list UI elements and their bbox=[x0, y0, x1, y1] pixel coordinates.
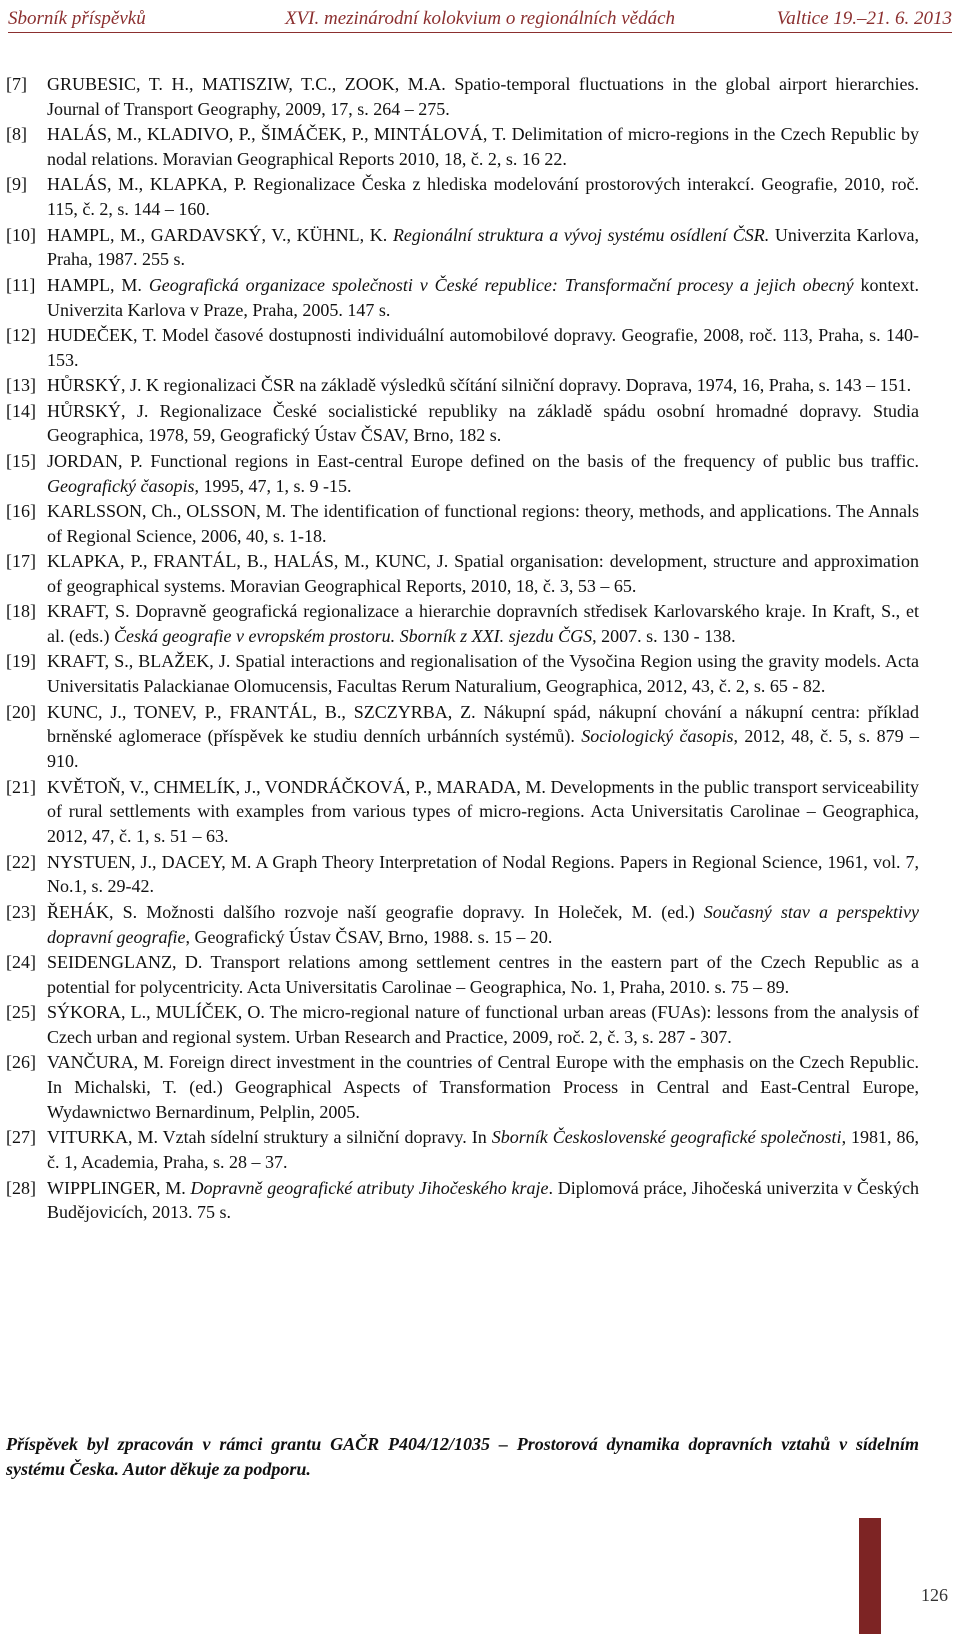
reference-italic-text: Dopravně geografické atributy Jihočeského kraje bbox=[190, 1177, 549, 1198]
reference-text: HŮRSKÝ, J. K regionalizaci ČSR na základě výsledků sčítání silniční dopravy. Doprava, 1974, 16, Praha, s. 143 – 151. bbox=[47, 375, 912, 396]
reference-text: HALÁS, M., KLAPKA, P. Regionalizace Česka z hlediska modelování prostorových interakcí. Geografie, 2010, roč. 115, č. 2, s. 144 – 160. bbox=[47, 174, 919, 220]
page-accent-bar bbox=[859, 1518, 881, 1634]
reference-number: [20] bbox=[6, 701, 36, 722]
reference-text: Univerzita Karlova, Praha, 1987. 255 s. bbox=[47, 224, 920, 270]
reference-text: , 2012, 48, č. 5, s. 879 – 910. bbox=[47, 726, 919, 772]
reference-item bbox=[6, 172, 919, 222]
reference-text: . Diplomová práce, Jihočeská univerzita v Českých Budějovicích, 2013. 75 s. bbox=[47, 1177, 919, 1223]
reference-number: [14] bbox=[6, 400, 36, 421]
reference-text: VITURKA, M. Vztah sídelní struktury a silniční dopravy. In bbox=[47, 1127, 492, 1148]
reference-number: [17] bbox=[6, 551, 36, 572]
reference-text: HŮRSKÝ, J. Regionalizace České socialistické republiky na základě spádu osobní hromadné dopravy. Studia Geographica, 1978, 59, Geografický Ústav ČSAV, Brno, 182 s. bbox=[47, 400, 919, 446]
reference-italic-text: Sborník Československé geografické společnosti bbox=[491, 1127, 842, 1148]
reference-number: [22] bbox=[6, 851, 36, 872]
reference-text: HUDEČEK, T. Model časové dostupnosti individuální automobilové dopravy. Geografie, 2008, roč. 113, Praha, s. 140-153. bbox=[47, 324, 919, 370]
reference-item bbox=[6, 649, 919, 699]
reference-item bbox=[6, 599, 919, 649]
reference-number: [12] bbox=[6, 324, 36, 345]
reference-number: [25] bbox=[6, 1002, 36, 1023]
reference-text: HAMPL, M. bbox=[47, 274, 149, 295]
reference-number: [28] bbox=[6, 1177, 36, 1198]
reference-text: JORDAN, P. Functional regions in East-central Europe defined on the basis of the frequency of public bus traffic. bbox=[47, 450, 919, 471]
reference-text: SEIDENGLANZ, D. Transport relations among settlement centres in the eastern part of the Czech Republic as a potential for polycentricity. Acta Universitatis Carolinae – Geographica, No. 1, Praha, 2010. s. 75 – 89. bbox=[47, 951, 919, 997]
reference-text: , 1981, 86, č. 1, Academia, Praha, s. 28 – 37. bbox=[47, 1127, 920, 1173]
reference-text: KUNC, J., TONEV, P., FRANTÁL, B., SZCZYRBA, Z. Nákupní spád, nákupní chování a nákupní centra: příklad brněnské aglomerace (příspěvek ke studiu denních urbánních systémů). bbox=[47, 701, 919, 747]
reference-text: SÝKORA, L., MULÍČEK, O. The micro-regional nature of functional urban areas (FUAs): lessons from the analysis of Czech urban and regional system. Urban Research and Practice, 2009, roč. 2, č. 3, s. 287 - 307. bbox=[47, 1002, 919, 1047]
reference-number: [18] bbox=[6, 601, 36, 622]
reference-italic-text: Současný stav a perspektivy dopravní geografie bbox=[47, 901, 919, 947]
reference-number: [23] bbox=[6, 901, 36, 922]
reference-text: , Geografický Ústav ČSAV, Brno, 1988. s. 15 – 20. bbox=[185, 926, 553, 947]
header-colloquium-title: XVI. mezinárodní kolokvium o regionálních vědách bbox=[284, 8, 676, 29]
reference-item bbox=[6, 122, 919, 172]
reference-item bbox=[6, 1125, 919, 1175]
reference-item bbox=[6, 399, 919, 449]
reference-item bbox=[6, 273, 919, 323]
reference-number: [27] bbox=[6, 1127, 36, 1148]
reference-text: KARLSSON, Ch., OLSSON, M. The identification of functional regions: theory, methods, and applications. The Annals of Regional Science, 2006, 40, s. 1-18. bbox=[47, 500, 919, 546]
reference-italic-text: Geografický časopis bbox=[47, 475, 195, 496]
header-venue-date: Valtice 19.–21. 6. 2013 bbox=[776, 8, 952, 29]
reference-item bbox=[6, 449, 919, 499]
reference-item bbox=[6, 323, 919, 373]
reference-list bbox=[6, 72, 919, 1226]
reference-number: [8] bbox=[6, 124, 27, 145]
reference-item bbox=[6, 223, 919, 273]
reference-item bbox=[6, 700, 919, 774]
reference-number: [21] bbox=[6, 776, 36, 797]
reference-item bbox=[6, 775, 919, 849]
reference-item bbox=[6, 1000, 919, 1050]
reference-text: WIPPLINGER, M. bbox=[47, 1177, 191, 1198]
reference-item bbox=[6, 950, 919, 1000]
reference-text: kontext. Univerzita Karlova v Praze, Praha, 2005. 147 s. bbox=[47, 274, 919, 320]
reference-italic-text: Geografická organizace společnosti v České republice: Transformační procesy a jejich obecný bbox=[148, 274, 854, 295]
reference-text: GRUBESIC, T. H., MATISZIW, T.C., ZOOK, M.A. Spatio-temporal fluctuations in the global airport hierarchies. Journal of Transport Geography, 2009, 17, s. 264 – 275. bbox=[47, 74, 919, 119]
reference-italic-text: Česká geografie v evropském prostoru. Sborník z XXI. sjezdu ČGS bbox=[113, 626, 593, 647]
reference-text: , 1995, 47, 1, s. 9 -15. bbox=[194, 475, 352, 496]
reference-number: [13] bbox=[6, 375, 36, 396]
reference-item bbox=[6, 373, 919, 398]
reference-text: KVĚTOŇ, V., CHMELÍK, J., VONDRÁČKOVÁ, P., MARADA, M. Developments in the public transport serviceability of rural settlements with examples from various types of micro-regions. Acta Universitatis Carolinae – Geographica, 2012, 47, č. 1, s. 51 – 63. bbox=[47, 776, 919, 847]
reference-item bbox=[6, 1050, 919, 1124]
reference-text: KRAFT, S. Dopravně geografická regionalizace a hierarchie dopravních středisek Karlovarského kraje. In Kraft, S., et al. (eds.) bbox=[47, 601, 919, 647]
reference-number: [7] bbox=[6, 74, 27, 94]
running-header bbox=[8, 6, 952, 33]
reference-number: [19] bbox=[6, 651, 36, 672]
reference-text: KLAPKA, P., FRANTÁL, B., HALÁS, M., KUNC, J. Spatial organisation: development, structure and approximation of geographical systems. Moravian Geographical Reports, 2010, 18, č. 3, 53 – 65. bbox=[47, 551, 919, 596]
reference-number: [10] bbox=[6, 224, 36, 245]
reference-text: KRAFT, S., BLAŽEK, J. Spatial interactions and regionalisation of the Vysočina Region using the gravity models. Acta Universitatis Palackianae Olomucensis, Facultas Rerum Naturalium, Geographica, 2012, 43, č. 2, s. 65 - 82. bbox=[47, 651, 919, 697]
reference-text: HALÁS, M., KLADIVO, P., ŠIMÁČEK, P., MINTÁLOVÁ, T. Delimitation of micro-regions in the Czech Republic by nodal relations. Moravian Geographical Reports 2010, 18, č. 2, s. 16 22. bbox=[47, 124, 919, 169]
reference-item bbox=[6, 1176, 919, 1226]
page-number: 126 bbox=[921, 1585, 948, 1605]
reference-number: [26] bbox=[6, 1052, 36, 1073]
reference-item bbox=[6, 549, 919, 599]
reference-number: [24] bbox=[6, 951, 36, 972]
reference-item bbox=[6, 72, 919, 122]
reference-number: [16] bbox=[6, 500, 36, 521]
reference-number: [11] bbox=[6, 274, 36, 295]
acknowledgement: Příspěvek byl zpracován v rámci grantu GAČR P404/12/1035 – Prostorová dynamika dopravních vztahů v sídelním systému Česka. Autor děkuje za podporu. bbox=[6, 1434, 919, 1479]
reference-item bbox=[6, 499, 919, 549]
reference-text: , 2007. s. 130 - 138. bbox=[592, 626, 736, 647]
reference-text: HAMPL, M., GARDAVSKÝ, V., KÜHNL, K. bbox=[47, 224, 393, 245]
reference-item bbox=[6, 900, 919, 950]
reference-text: VANČURA, M. Foreign direct investment in the countries of Central Europe with the emphasis on the Czech Republic. In Michalski, T. (ed.) Geographical Aspects of Transformation Process in Central and East-Central Europe, Wydawnictwo Bernardinum, Pelplin, 2005. bbox=[47, 1052, 919, 1122]
header-proceedings-title: Sborník příspěvků bbox=[8, 8, 146, 29]
reference-number: [15] bbox=[6, 450, 36, 471]
reference-italic-text: Regionální struktura a vývoj systému osídlení ČSR. bbox=[392, 224, 770, 245]
reference-text: ŘEHÁK, S. Možnosti dalšího rozvoje naší geografie dopravy. In Holeček, M. (ed.) bbox=[47, 901, 704, 922]
reference-number: [9] bbox=[6, 174, 27, 195]
reference-item bbox=[6, 850, 919, 900]
reference-text: NYSTUEN, J., DACEY, M. A Graph Theory Interpretation of Nodal Regions. Papers in Regional Science, 1961, vol. 7, No.1, s. 29-42. bbox=[47, 851, 919, 897]
reference-italic-text: Sociologický časopis bbox=[581, 726, 734, 747]
